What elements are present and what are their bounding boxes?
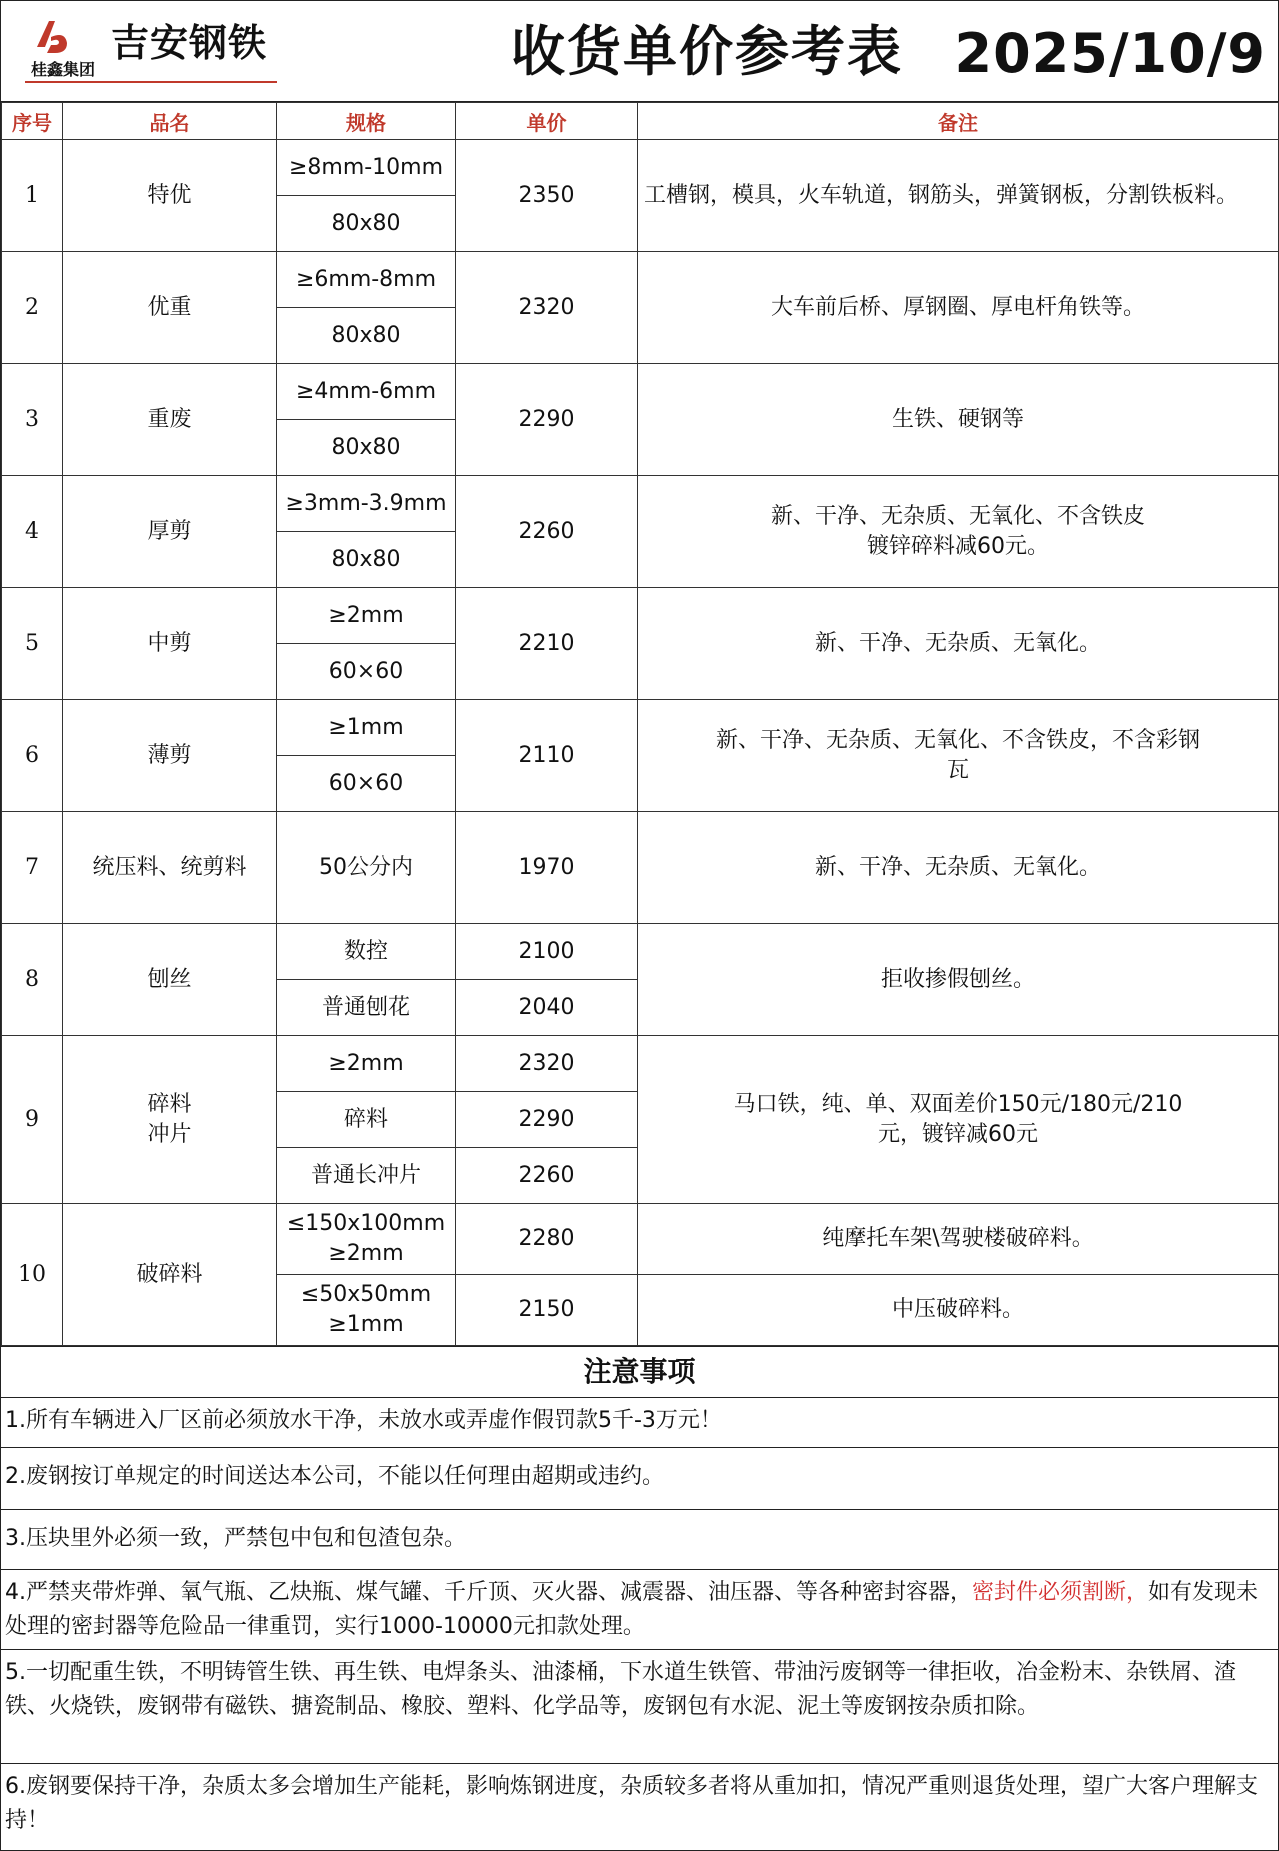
remark-line: 元，镀锌减60元 [878,1121,1038,1147]
remark-line: 新、干净、无杂质、无氧化、不含铁皮 [770,503,1145,529]
table-row [2,924,1279,980]
col-header-spec: 规格 [277,103,456,140]
row-number: 8 [2,924,63,1036]
product-name: 薄剪 [63,700,277,812]
spec-cell: ≥2mm [277,588,456,644]
row-number: 1 [2,140,63,252]
col-header-no: 序号 [2,103,63,140]
spec-cell: 80x80 [277,196,456,252]
sheet-header [1,1,1278,102]
spec-cell: 60×60 [277,756,456,812]
note-warning-text: 密封件必须割断， [972,1580,1149,1605]
table-row [2,252,1279,308]
spec-cell: 60×60 [277,644,456,700]
price-cell: 2260 [456,476,638,588]
spec-line: ≥2mm [328,1241,404,1266]
spec-cell: 数控 [277,924,456,980]
spec-line: ≥1mm [328,1312,404,1337]
company-emblem-icon [31,17,71,57]
group-name: 桂鑫集团 [31,60,96,79]
price-cell: 2290 [456,364,638,476]
table-row [2,364,1279,420]
remark-cell: 拒收掺假刨丝。 [638,924,1279,1036]
row-number: 10 [2,1204,63,1346]
product-name: 破碎料 [63,1204,277,1346]
remark-cell [638,476,1279,588]
remark-cell: 新、干净、无杂质、无氧化。 [638,588,1279,700]
row-number: 6 [2,700,63,812]
table-row [2,140,1279,196]
product-name: 刨丝 [63,924,277,1036]
table-header-row [2,103,1279,140]
table-row [2,1036,1279,1092]
spec-cell: 80x80 [277,308,456,364]
row-number: 4 [2,476,63,588]
product-name-line: 碎料 [147,1091,192,1117]
remark-line: 镀锌碎料减60元。 [867,533,1049,559]
note-item: 3.压块里外必须一致，严禁包中包和包渣包杂。 [1,1510,1278,1570]
note-item: 5.一切配重生铁，不明铸管生铁、再生铁、电焊条头、油漆桶，下水道生铁管、带油污废钢等一律拒收，冶金粉末、杂铁屑、渣铁、火烧铁，废钢带有磁铁、搪瓷制品、橡胶、塑料、化学品等，废钢包有水泥、泥土等废钢按杂质扣除。 [1,1650,1278,1764]
remark-cell: 生铁、硬钢等 [638,364,1279,476]
remark-cell: 中压破碎料。 [638,1275,1279,1346]
note-item: 6.废钢要保持干净，杂质太多会增加生产能耗，影响炼钢进度，杂质较多者将从重加扣，情况严重则退货处理，望广大客户理解支持！ [5,1774,1258,1833]
spec-cell: ≥6mm-8mm [277,252,456,308]
col-header-name: 品名 [63,103,277,140]
row-number: 7 [2,812,63,924]
table-row [2,700,1279,756]
remark-line: 新、干净、无杂质、无氧化、不含铁皮，不含彩钢 [715,727,1200,753]
spec-cell: 普通刨花 [277,980,456,1036]
price-cell: 2260 [456,1148,638,1204]
col-header-price: 单价 [456,103,638,140]
col-header-remark: 备注 [638,103,1279,140]
table-row [2,588,1279,644]
price-cell: 2350 [456,140,638,252]
price-cell: 2320 [456,1036,638,1092]
product-name: 特优 [63,140,277,252]
spec-cell: ≥4mm-6mm [277,364,456,420]
table-row [2,812,1279,924]
price-cell: 2150 [456,1275,638,1346]
remark-cell: 新、干净、无杂质、无氧化。 [638,812,1279,924]
product-name: 中剪 [63,588,277,700]
spec-cell: 80x80 [277,420,456,476]
company-logo [25,15,277,85]
spec-cell: 普通长冲片 [277,1148,456,1204]
product-name: 厚剪 [63,476,277,588]
remark-cell: 纯摩托车架\驾驶楼破碎料。 [638,1204,1279,1275]
product-name: 统压料、统剪料 [63,812,277,924]
page-title: 收货单价参考表 [511,20,903,83]
remark-cell: 工槽钢，模具，火车轨道，钢筋头，弹簧钢板，分割铁板料。 [638,140,1279,252]
notes-title: 注意事项 [1,1346,1278,1398]
remark-line: 瓦 [946,757,969,783]
product-name [63,1036,277,1204]
spec-cell: 碎料 [277,1092,456,1148]
spec-cell [277,1275,456,1346]
spec-line: ≤50x50mm [300,1282,432,1307]
product-name-line: 冲片 [147,1121,192,1147]
logo-underline [25,81,277,83]
remark-cell [638,700,1279,812]
spec-cell: 80x80 [277,532,456,588]
notes-section [1,1346,1278,1836]
spec-cell: ≥1mm [277,700,456,756]
row-number: 5 [2,588,63,700]
spec-cell: ≥8mm-10mm [277,140,456,196]
price-table [1,102,1279,1346]
product-name: 优重 [63,252,277,364]
row-number: 2 [2,252,63,364]
price-cell: 2100 [456,924,638,980]
spec-cell [277,1204,456,1275]
price-cell: 2110 [456,700,638,812]
table-row [2,476,1279,532]
product-name: 重废 [63,364,277,476]
spec-line: ≤150x100mm [286,1211,446,1236]
spec-cell: 50公分内 [277,812,456,924]
spec-cell: ≥2mm [277,1036,456,1092]
row-number: 9 [2,1036,63,1204]
table-row [2,1204,1279,1275]
price-cell: 2210 [456,588,638,700]
company-name: 吉安钢铁 [111,21,268,65]
row-number: 3 [2,364,63,476]
note-item: 1.所有车辆进入厂区前必须放水干净，未放水或弄虚作假罚款5千-3万元！ [1,1398,1278,1448]
price-cell: 2280 [456,1204,638,1275]
spec-cell: ≥3mm-3.9mm [277,476,456,532]
remark-cell [638,1036,1279,1204]
note-item: 2.废钢按订单规定的时间送达本公司，不能以任何理由超期或违约。 [1,1448,1278,1510]
note-text: 如有发现未处理的密封器等危险品一律重罚，实行1000-10000元扣款处理。 [5,1580,1259,1639]
remark-cell: 大车前后桥、厚钢圈、厚电杆角铁等。 [638,252,1279,364]
issue-date: 2025/10/9 [954,22,1266,85]
price-cell: 2320 [456,252,638,364]
remark-line: 马口铁，纯、单、双面差价150元/180元/210 [733,1091,1183,1117]
price-cell: 2290 [456,1092,638,1148]
note-text: 4.严禁夹带炸弹、氧气瓶、乙炔瓶、煤气罐、千斤顶、灭火器、减震器、油压器、等各种密封容器， [5,1580,972,1605]
note-item [1,1570,1278,1650]
price-cell: 2040 [456,980,638,1036]
price-cell: 1970 [456,812,638,924]
